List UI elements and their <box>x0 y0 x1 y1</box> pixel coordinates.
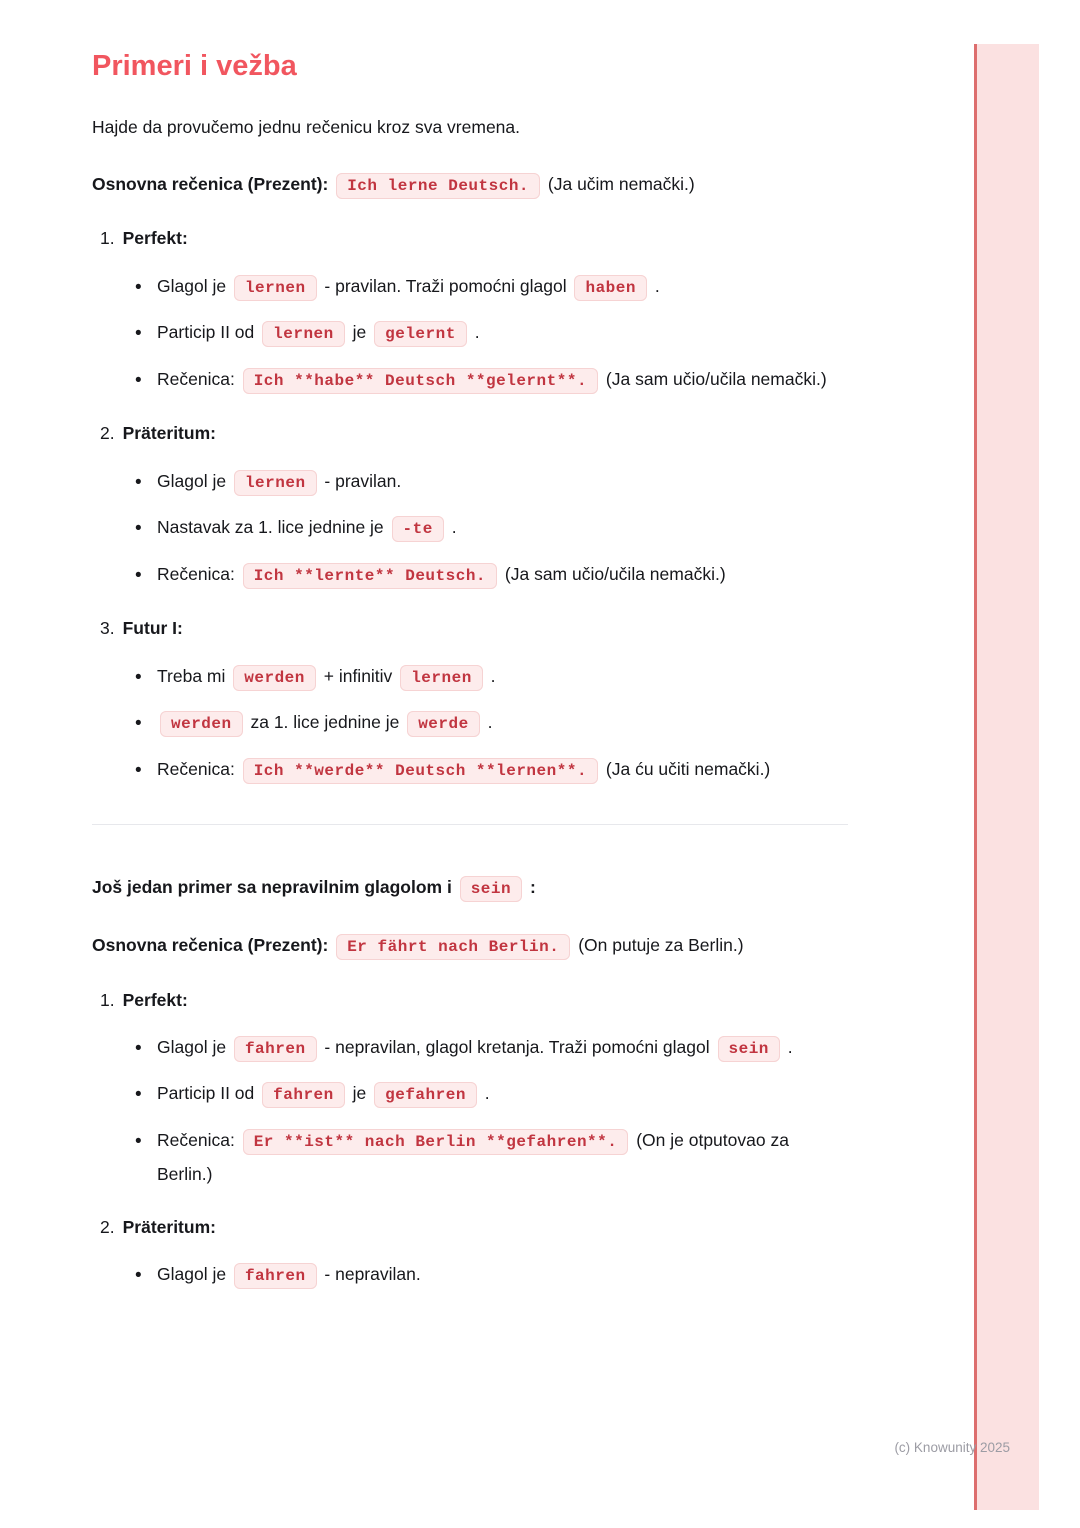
page-title: Primeri i vežba <box>92 50 297 82</box>
inline-code: lernen <box>262 321 345 347</box>
copyright-text: (c) Knowunity 2025 <box>894 1440 1010 1455</box>
text-run: Glagol je <box>157 470 231 491</box>
numbered-item <box>92 420 848 591</box>
bullet-item <box>157 706 848 740</box>
bullet-list <box>92 660 848 787</box>
inline-code: Er fährt nach Berlin. <box>336 934 570 960</box>
text-run: (Ja sam učio/učila nemački.) <box>601 368 827 389</box>
document-blocks <box>92 111 848 1292</box>
bullet-list <box>92 270 848 397</box>
text-run: (Ja sam učio/učila nemački.) <box>500 563 726 584</box>
item-heading <box>92 1214 848 1240</box>
item-number: 3. <box>100 618 115 639</box>
divider <box>92 824 848 825</box>
item-number: 2. <box>100 1217 115 1237</box>
item-title: Präteritum: <box>122 423 216 444</box>
numbered-item <box>92 1214 848 1292</box>
bold-text: Osnovna rečenica (Prezent): <box>92 935 334 955</box>
inline-code: haben <box>574 275 647 301</box>
inline-code: -te <box>392 516 444 542</box>
inline-code: Ich lerne Deutsch. <box>336 173 540 199</box>
item-number: 1. <box>100 989 115 1010</box>
text-run: Glagol je <box>157 1264 231 1285</box>
inline-code: Ich **werde** Deutsch **lernen**. <box>243 758 598 784</box>
item-title: Perfekt: <box>122 228 188 249</box>
bullet-item <box>157 660 848 694</box>
page-edge-line <box>974 44 977 1510</box>
inline-code: lernen <box>400 665 483 691</box>
item-heading <box>92 225 848 251</box>
bullet-item <box>157 465 848 499</box>
text-run: . <box>446 517 457 538</box>
bullet-item <box>157 1124 848 1190</box>
document-content <box>92 50 848 1316</box>
text-run: - pravilan. Traži pomoćni glagol <box>319 275 572 296</box>
inline-code: werden <box>233 665 316 691</box>
bold-text: : <box>525 877 536 898</box>
text-run: - pravilan. <box>319 470 402 491</box>
text-run: Rečenica: <box>157 1130 240 1151</box>
inline-code: sein <box>460 876 522 902</box>
text-run: Particip II od <box>157 322 260 343</box>
item-number: 1. <box>100 228 115 249</box>
text-run: Glagol je <box>157 275 231 296</box>
text-run: . <box>782 1036 793 1057</box>
text-run: + infinitiv <box>318 665 398 686</box>
inline-code: Ich **habe** Deutsch **gelernt**. <box>243 368 598 394</box>
inline-code: lernen <box>234 275 317 301</box>
text-run: Glagol je <box>157 1036 231 1057</box>
bold-text: Još jedan primer sa nepravilnim glagolom i <box>92 877 457 898</box>
text-run: za 1. lice jednine je <box>245 712 405 733</box>
paragraph <box>92 111 848 143</box>
bullet-item <box>157 363 848 397</box>
text-run: Rečenica: <box>157 368 240 389</box>
text-run: Treba mi <box>157 665 231 686</box>
inline-code: werde <box>407 711 480 737</box>
text-run: . <box>469 322 480 343</box>
paragraph <box>92 871 848 905</box>
text-run: (On putuje za Berlin.) <box>573 935 744 955</box>
inline-code: lernen <box>234 470 317 496</box>
bullet-list <box>92 1258 848 1292</box>
item-heading <box>92 420 848 446</box>
text-run: Particip II od <box>157 1083 260 1104</box>
bullet-item <box>157 1077 848 1111</box>
inline-code: Er **ist** nach Berlin **gefahren**. <box>243 1129 629 1155</box>
bullet-list <box>92 1031 848 1190</box>
bullet-item <box>157 558 848 592</box>
item-title: Präteritum: <box>122 1217 216 1237</box>
inline-code: fahren <box>262 1082 345 1108</box>
text-run: Nastavak za 1. lice jednine je <box>157 517 389 538</box>
text-run: Rečenica: <box>157 563 240 584</box>
bullet-item <box>157 511 848 545</box>
numbered-item <box>92 987 848 1190</box>
inline-code: sein <box>718 1036 780 1062</box>
numbered-item <box>92 225 848 396</box>
bold-text: Osnovna rečenica (Prezent): <box>92 173 334 194</box>
inline-code: gefahren <box>374 1082 477 1108</box>
paragraph <box>92 929 848 963</box>
text-run: je <box>347 1083 372 1104</box>
item-heading <box>92 615 848 641</box>
text-run: (Ja učim nemački.) <box>543 173 695 194</box>
inline-code: Ich **lernte** Deutsch. <box>243 563 497 589</box>
text-run: (On je otputovao za Berlin.) <box>157 1130 789 1184</box>
bullet-list <box>92 465 848 592</box>
item-title: Perfekt: <box>122 989 188 1010</box>
numbered-item <box>92 615 848 786</box>
bullet-item <box>157 753 848 787</box>
page-edge-strip <box>977 44 1039 1510</box>
text-run: . <box>649 275 660 296</box>
item-number: 2. <box>100 423 115 444</box>
text-run: - nepravilan, glagol kretanja. Traži pomoćni glagol <box>319 1036 715 1057</box>
text-run: (Ja ću učiti nemački.) <box>601 758 771 779</box>
text-run: je <box>347 322 372 343</box>
bullet-item <box>157 316 848 350</box>
text-run: . <box>479 1083 490 1104</box>
inline-code: fahren <box>234 1263 317 1289</box>
inline-code: gelernt <box>374 321 467 347</box>
bullet-item <box>157 1258 848 1292</box>
bullet-item <box>157 270 848 304</box>
text-run: - nepravilan. <box>319 1264 421 1285</box>
text-run: . <box>482 712 493 733</box>
text-run: . <box>485 665 496 686</box>
item-heading <box>92 987 848 1013</box>
inline-code: werden <box>160 711 243 737</box>
inline-code: fahren <box>234 1036 317 1062</box>
paragraph <box>92 168 848 202</box>
item-title: Futur I: <box>122 618 183 639</box>
numbered-list <box>92 225 848 786</box>
text-run: Rečenica: <box>157 758 240 779</box>
text-run: Hajde da provučemo jednu rečenicu kroz sva vremena. <box>92 117 520 138</box>
numbered-list <box>92 987 848 1292</box>
bullet-item <box>157 1031 848 1065</box>
